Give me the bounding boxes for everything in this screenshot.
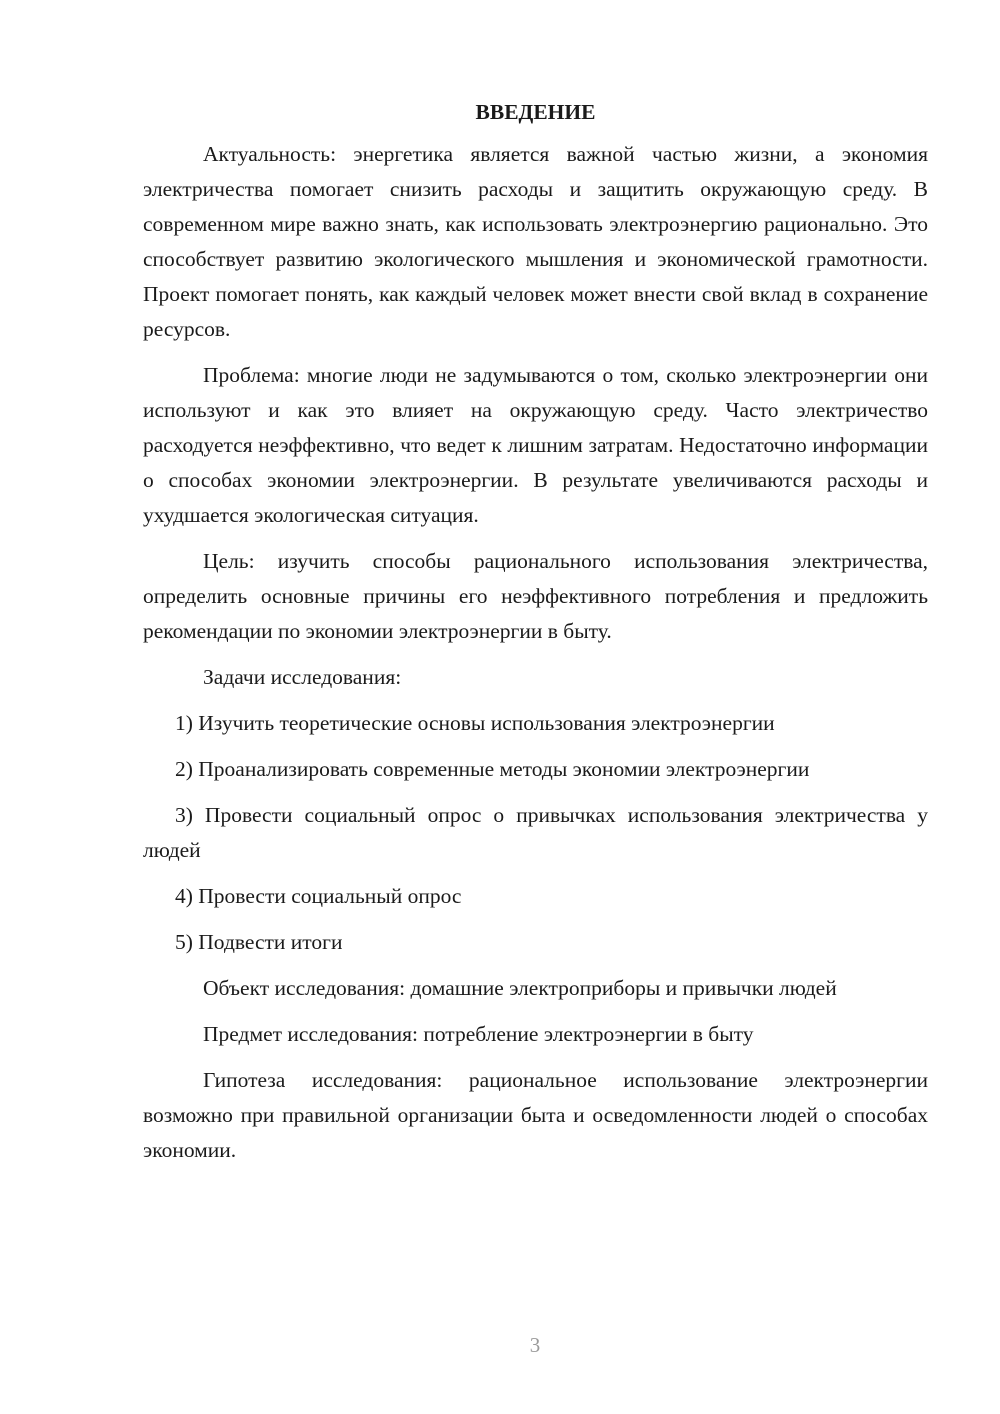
- task-item: 3) Провести социальный опрос о привычках использования электричества у людей: [143, 803, 928, 862]
- task-item: 4) Провести социальный опрос: [175, 884, 462, 908]
- paragraph-hypothesis: Гипотеза исследования: рациональное использование электроэнергии возможно при правильной организации быта и осведомленности людей о способах экономии.: [143, 1068, 928, 1162]
- page-number: 3: [529, 1333, 541, 1357]
- paragraph-relevance: Актуальность: энергетика является важной частью жизни, а экономия электричества помогает снизить расходы и защитить окружающую среду. В современном мире важно знать, как использовать электроэнергию рационально. Это способствует развитию экологического мышления и экономической грамотности. Проект помогает понять, как каждый человек может внести свой вклад в сохранение ресурсов.: [143, 142, 928, 341]
- task-item: 2) Проанализировать современные методы экономии электроэнергии: [175, 757, 810, 781]
- page-content: [143, 95, 928, 1179]
- task-item: 5) Подвести итоги: [175, 930, 343, 954]
- paragraph-goal: Цель: изучить способы рационального использования электричества, определить основные причины его неэффективного потребления и предложить рекомендации по экономии электроэнергии в быту.: [143, 549, 928, 643]
- paragraph-object: Объект исследования: домашние электроприборы и привычки людей: [203, 976, 837, 1000]
- tasks-heading: Задачи исследования:: [203, 665, 402, 689]
- task-item: 1) Изучить теоретические основы использования электроэнергии: [175, 711, 775, 735]
- paragraph-subject: Предмет исследования: потребление электроэнергии в быту: [203, 1022, 754, 1046]
- paragraph-problem: Проблема: многие люди не задумываются о том, сколько электроэнергии они используют и как это влияет на окружающую среду. Часто электричество расходуется неэффективно, что ведет к лишним затратам. Недостаточно информации о способах экономии электроэнергии. В результате увеличиваются расходы и ухудшается экологическая ситуация.: [143, 363, 928, 527]
- page-title: ВВЕДЕНИЕ: [475, 100, 596, 124]
